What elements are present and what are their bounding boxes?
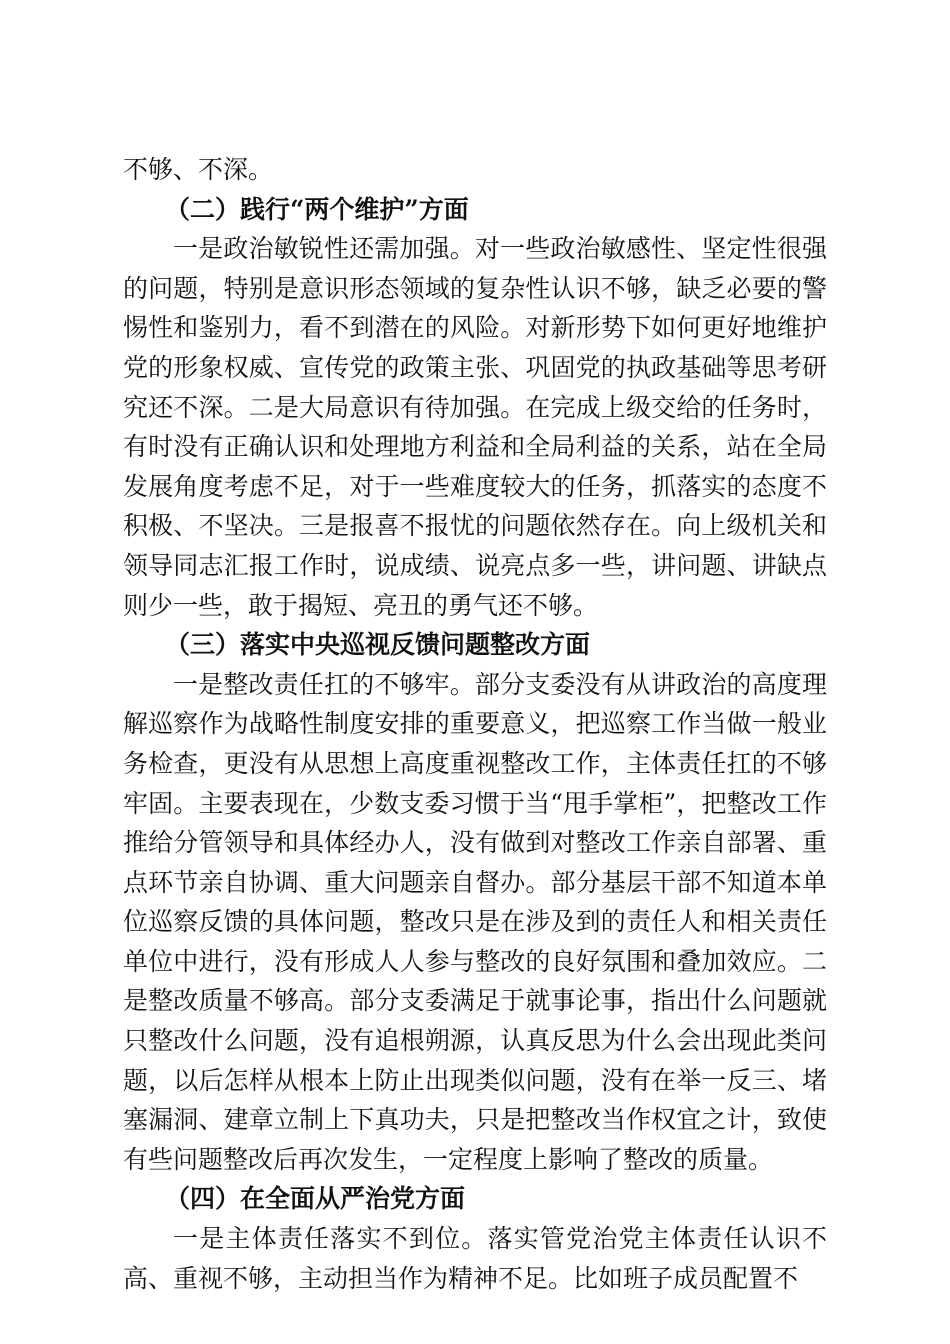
section-heading-3: （三）落实中央巡视反馈问题整改方面 bbox=[165, 630, 591, 660]
document-body bbox=[123, 150, 827, 1298]
section-paragraph-4: 一是主体责任落实不到位。落实管党治党主体责任认识不高、重视不够，主动担当作为精神不足。比如班子成员配置不 bbox=[123, 1224, 827, 1293]
section-paragraph-3: 一是整改责任扛的不够牢。部分支委没有从讲政治的高度理解巡察作为战略性制度安排的重要意义，把巡察工作当做一般业务检查，更没有从思想上高度重视整改工作，主体责任扛的不够牢固。主要表现在，少数支委习惯于当“甩手掌柜”，把整改工作推给分管领导和具体经办人，没有做到对整改工作亲自部署、重点环节亲自协调、重大问题亲自督办。部分基层干部不知道本单位巡察反馈的具体问题，整改只是在涉及到的责任人和相关责任单位中进行，没有形成人人参与整改的良好氛围和叠加效应。二是整改质量不够高。部分支委满足于就事论事，指出什么问题就只整改什么问题，没有追根朔源，认真反思为什么会出现此类问题，以后怎样从根本上防止出现类似问题，没有在举一反三、堵塞漏洞、建章立制上下真功夫，只是把整改当作权宜之计，致使有些问题整改后再次发生，一定程度上影响了整改的质量。 bbox=[123, 669, 827, 1174]
section-heading-4: （四）在全面从严治党方面 bbox=[165, 1184, 466, 1214]
continuation-paragraph: 不够、不深。 bbox=[123, 155, 274, 184]
section-paragraph-2: 一是政治敏锐性还需加强。对一些政治敏感性、坚定性很强的问题，特别是意识形态领域的复杂性认识不够，缺乏必要的警惕性和鉴别力，看不到潜在的风险。对新形势下如何更好地维护党的形象权威、宣传党的政策主张、巩固党的执政基础等思考研究还不深。二是大局意识有待加强。在完成上级交给的任务时，有时没有正确认识和处理地方利益和全局利益的关系，站在全局发展角度考虑不足，对于一些难度较大的任务，抓落实的态度不积极、不坚决。三是报喜不报忧的问题依然存在。向上级机关和领导同志汇报工作时，说成绩、说亮点多一些，讲问题、讲缺点则少一些，敢于揭短、亮丑的勇气还不够。 bbox=[123, 234, 827, 620]
section-heading-2: （二）践行“两个维护”方面 bbox=[165, 194, 469, 224]
